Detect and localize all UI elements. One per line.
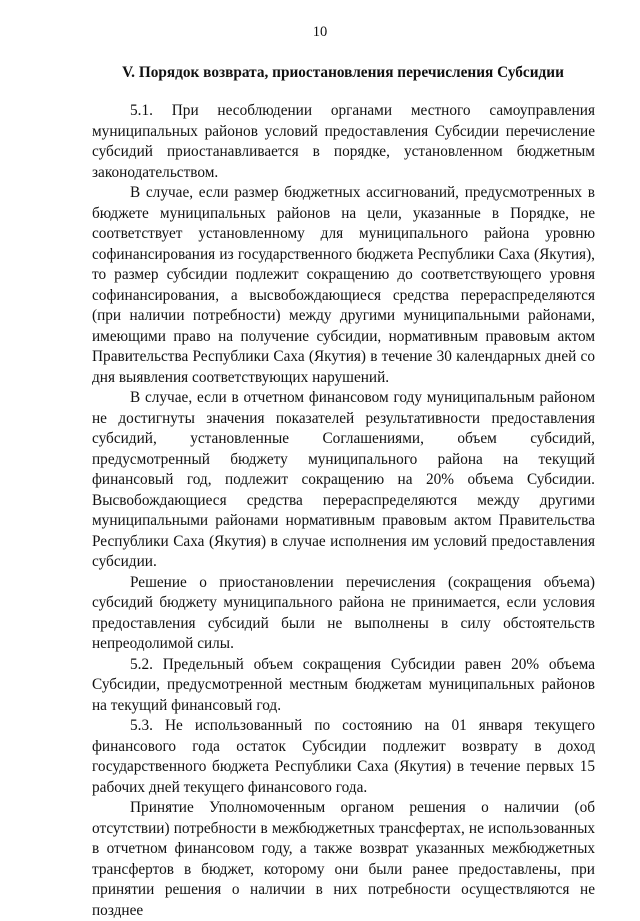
paragraph-force-majeure: Решение о приостановлении перечисления (сокращения объема) субсидий бюджету муниципального района не принимается, если условия предоставления субсидий были не выполнены в силу обстоятельств непреодолимой силы. — [92, 573, 595, 652]
paragraph-5-1: 5.1. При несоблюдении органами местного самоуправления муниципальных районов условий предоставления Субсидии перечисление субсидий приостанавливается в порядке, установленном бюджетным законодательством. — [92, 102, 595, 181]
section-title: V. Порядок возврата, приостановления перечисления Субсидии — [122, 64, 564, 81]
paragraph-cofinancing: В случае, если размер бюджетных ассигнований, предусмотренных в бюджете муниципальных районов на цели, указанные в Порядке, не соответствует установленному для муниципального района уровню софинансирования из государственного бюджета Республики Саха (Якутия), то размер субсидии подлежит сокращению до соответствующего уровня софинансирования, а высвобождающиеся средства перераспределяются (при наличии потребности) между другими муниципальными районами, имеющими право на получение субсидии, нормативным правовым актом Правительства Республики Саха (Якутия) в течение 30 календарных дней со дня выявления соответствующих нарушений. — [92, 184, 595, 386]
paragraph-5-2: 5.2. Предельный объем сокращения Субсидии равен 20% объема Субсидии, предусмотренной местным бюджетам муниципальных районов на текущий финансовый год. — [92, 655, 595, 714]
page-number: 10 — [312, 24, 328, 40]
paragraph-indicators: В случае, если в отчетном финансовом году муниципальным районом не достигнуты значения показателей результативности предоставления субсидий, установленные Соглашениями, объем субсидий, предусмотренный бюджету муниципального района на текущий финансовый год, подлежит сокращению на 20% объема Субсидии. Высвобождающиеся средства перераспределяются между другими муниципальными районами нормативным правовым актом Правительства Республики Саха (Якутия) в случае исполнения им условий предоставления субсидии. — [92, 389, 595, 570]
paragraph-transfers: Принятие Уполномоченным органом решения о наличии (об отсутствии) потребности в межбюджетных трансфертах, не использованных в отчетном финансовом году, а также возврат указанных межбюджетных трансфертов в бюджет, которому они были ранее предоставлены, при принятии решения о наличии в них потребности осуществляются не позднее — [92, 799, 595, 919]
body-text — [92, 101, 595, 921]
paragraph-5-3: 5.3. Не использованный по состоянию на 01 января текущего финансового года остаток Субсидии подлежит возврату в доход государственного бюджета Республики Саха (Якутия) в течение первых 15 рабочих дней текущего финансового года. — [92, 717, 595, 796]
